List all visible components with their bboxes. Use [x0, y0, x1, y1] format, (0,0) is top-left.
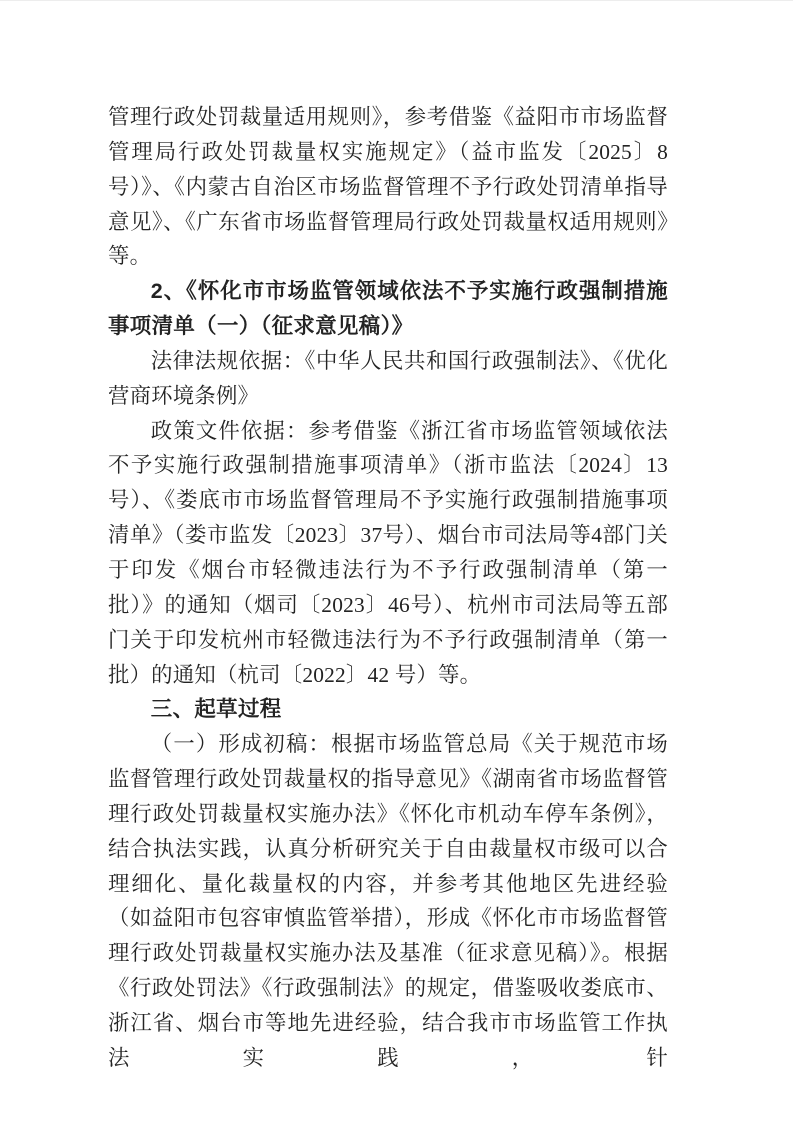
body: 法律法规依据：《中华人民共和国行政强制法》、《优化营商环境条例》 — [108, 348, 668, 408]
section-heading: 三、起草过程 — [150, 697, 282, 722]
body: 政策文件依据：参考借鉴《浙江省市场监管领域依法不予实施行政强制措施事项清单》（浙市监法〔2024〕13 号）、《娄底市市场监督管理局不予实施行政强制措施事项清单》（娄市监发〔2023〕37号）、烟台市司法局等4部门关于印发《烟台市轻微违法行为不予行政强制清单（第一批）》的通知（烟司〔2023〕46号）、杭州市司法局等五部门关于印发杭州市轻微违法行为不予行政强制清单（第一批）的通知（杭司〔2022〕42 号）等。 — [108, 418, 668, 687]
document-body — [108, 100, 668, 1076]
body-continuation: 管理行政处罚裁量适用规则》，参考借鉴《益阳市市场监督管理局行政处罚裁量权实施规定》（益市监发〔2025〕8 号）》、《内蒙古自治区市场监督管理不予行政处罚清单指导意见》、《广东省市场监督管理局行政处罚裁量权适用规则》等。 — [108, 105, 668, 269]
numbered-item-heading: 2、《怀化市市场监管领域依法不予实施行政强制措施事项清单（一）（征求意见稿）》 — [108, 279, 668, 339]
body: （一）形成初稿：根据市场监管总局《关于规范市场监督管理行政处罚裁量权的指导意见》《湖南省市场监督管理行政处罚裁量权实施办法》《怀化市机动车停车条例》，结合执法实践，认真分析研究关于自由裁量权市级可以合理细化、量化裁量权的内容，并参考其他地区先进经验（如益阳市包容审慎监管举措），形成《怀化市市场监督管理行政处罚裁量权实施办法及基准（征求意见稿）》。根据《行政处罚法》《行政强制法》的规定，借鉴吸收娄底市、浙江省、烟台市等地先进经验，结合我市市场监管工作执法实践，针 — [108, 732, 668, 1070]
